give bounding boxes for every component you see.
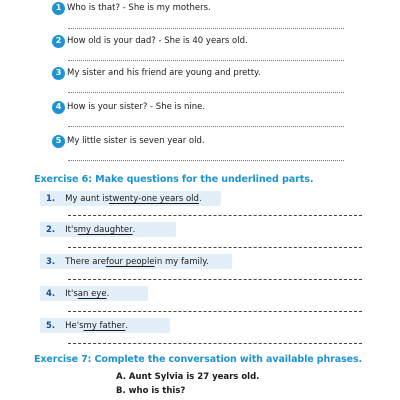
ex6-number: 1. (46, 193, 56, 204)
ex6-text-before: My aunt is (65, 193, 110, 204)
ex5-number-badge: 4 (52, 101, 65, 114)
answer-dashed-line[interactable] (68, 311, 362, 312)
ex5-item-2 (52, 34, 248, 48)
ex7-option-a: A. Aunt Sylvia is 27 years old. (116, 372, 260, 382)
answer-dotted-line[interactable] (68, 60, 344, 61)
ex5-sentence: How old is your dad? - She is 40 years old. (67, 36, 248, 46)
ex6-text-after: . (132, 224, 136, 235)
ex6-text-before: There are (65, 256, 106, 267)
ex5-sentence: Who is that? - She is my mothers. (67, 3, 211, 13)
ex5-number-badge: 3 (52, 67, 65, 80)
ex6-text-after: . (106, 288, 110, 299)
ex6-underlined-part: my father (83, 320, 126, 331)
answer-dashed-line[interactable] (68, 279, 362, 280)
ex5-sentence: My sister and his friend are young and pretty. (67, 68, 261, 78)
ex6-underlined-part: my daughter (77, 224, 133, 235)
ex6-underlined-part: twenty-one years old (109, 193, 199, 204)
ex5-number-badge: 1 (52, 2, 65, 15)
ex6-underlined-part: four people (105, 256, 155, 267)
answer-dashed-line[interactable] (68, 343, 362, 344)
ex5-item-3 (52, 66, 261, 80)
exercise-6-title: Exercise 6: Make questions for the underlined parts. (34, 174, 314, 185)
ex5-item-1 (52, 1, 211, 15)
ex5-item-5 (52, 134, 205, 148)
ex6-underlined-part: an eye (77, 288, 107, 299)
ex6-question-1 (40, 191, 221, 206)
answer-dashed-line[interactable] (68, 215, 362, 216)
answer-dotted-line[interactable] (68, 160, 344, 161)
ex6-number: 3. (46, 256, 56, 267)
ex6-question-5 (40, 318, 170, 333)
ex6-text-after: . (125, 320, 128, 331)
ex6-number: 5. (46, 320, 56, 331)
ex7-option-b: B. who is this? (116, 386, 186, 396)
ex6-question-4 (40, 286, 148, 301)
ex5-number-badge: 2 (52, 35, 65, 48)
answer-dotted-line[interactable] (68, 28, 344, 29)
ex6-text-before: He's (65, 320, 84, 331)
answer-dotted-line[interactable] (68, 92, 344, 93)
exercise-7-title: Exercise 7: Complete the conversation with available phrases. (34, 354, 363, 365)
ex6-text-before: It's (65, 224, 78, 235)
ex6-question-2 (40, 222, 176, 237)
ex6-text-before: It's (65, 288, 78, 299)
ex6-question-3 (40, 254, 232, 269)
ex5-sentence: My little sister is seven year old. (67, 136, 205, 146)
ex6-text-after: in my family. (154, 256, 209, 267)
ex6-number: 2. (46, 224, 56, 235)
ex6-number: 4. (46, 288, 56, 299)
ex5-item-4 (52, 100, 205, 114)
ex5-sentence: How is your sister? - She is nine. (67, 102, 206, 112)
ex6-text-after: . (198, 193, 202, 204)
answer-dotted-line[interactable] (68, 126, 344, 127)
answer-dashed-line[interactable] (68, 247, 362, 248)
ex5-number-badge: 5 (52, 135, 65, 148)
